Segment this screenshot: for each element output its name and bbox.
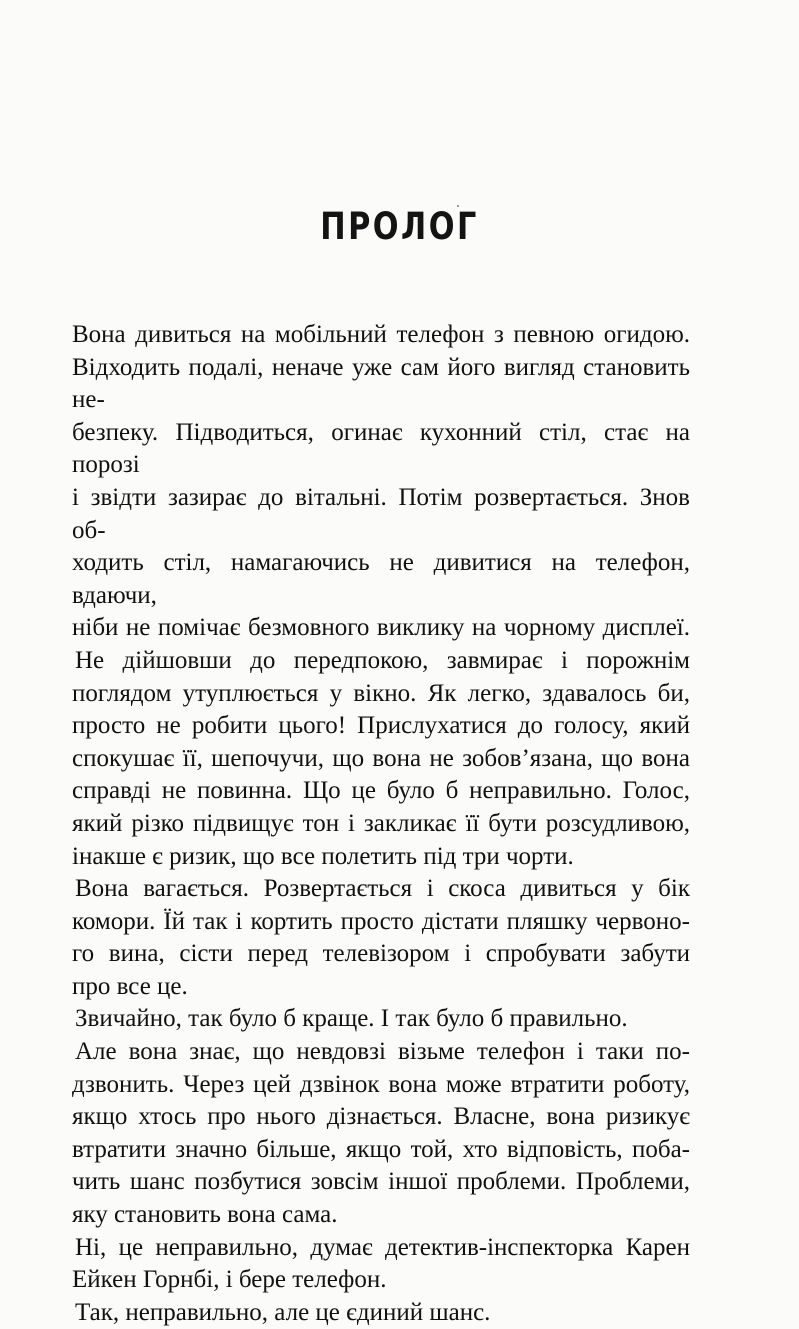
chapter-body: [72, 319, 690, 1329]
text-line: Вона дивиться на мобільний телефон з певною огидою.: [72, 321, 690, 348]
text-line: поглядом утуплюється у вікно. Як легко, здавалось би,: [72, 679, 690, 707]
text-line: Так, неправильно, але це єдиний шанс.: [75, 1298, 491, 1326]
text-line: ніби не помічає безмовного виклику на чорному дисплеї.: [72, 614, 690, 642]
chapter-title: ПРОЛОГ: [320, 205, 479, 248]
text-line: і звідти зазирає до вітальні. Потім розвертається. Знов об-: [72, 483, 690, 544]
text-line: чить шанс позбутися зовсім іншої проблеми. Проблеми,: [72, 1168, 690, 1196]
text-line: якщо хтось про нього дізнається. Власне, вона ризикує: [72, 1103, 690, 1131]
text-line: ходить стіл, намагаючись не дивитися на телефон, вдаючи,: [72, 549, 690, 609]
text-line: дзвонить. Через цей дзвінок вона може втратити роботу,: [72, 1070, 690, 1098]
text-line: Не дійшовши до передпокою, завмирає і порожнім: [75, 646, 690, 674]
text-line: безпеку. Підводиться, огинає кухонний стіл, стає на порозі: [72, 418, 690, 479]
text-line: просто не робити цього! Прислухатися до голосу, який: [72, 712, 690, 740]
text-line: го вина, сісти перед телевізором і спробувати забути: [72, 940, 690, 968]
text-line: Вона вагається. Розвертається і скоса дивиться у бік: [75, 875, 690, 903]
text-line: інакше є ризик, що все полетить під три чорти.: [72, 842, 574, 870]
text-line: який різко підвищує тон і закликає її бути розсудливою,: [72, 809, 690, 837]
text-line: Відходить подалі, неначе уже сам його вигляд становить не-: [72, 353, 690, 414]
text-line: Звичайно, так було б краще. І так було б правильно.: [75, 1005, 628, 1033]
text-line: Ні, це неправильно, думає детектив-інспекторка Карен: [75, 1233, 690, 1261]
text-line: про все це.: [72, 972, 188, 1000]
text-line: спокушає її, шепочучи, що вона не зобов’язана, що вона: [72, 744, 690, 772]
text-line: справді не повинна. Що це було б неправильно. Голос,: [72, 777, 690, 805]
text-line: Але вона знає, що невдовзі візьме телефон і таки по-: [75, 1038, 690, 1066]
text-line: Ейкен Горнбі, і бере телефон.: [72, 1266, 387, 1294]
text-line: втратити значно більше, якщо той, хто відповість, поба-: [72, 1135, 690, 1163]
text-line: комори. Їй так і кортить просто дістати пляшку червоно-: [72, 907, 690, 935]
text-line: яку становить вона сама.: [72, 1201, 338, 1229]
